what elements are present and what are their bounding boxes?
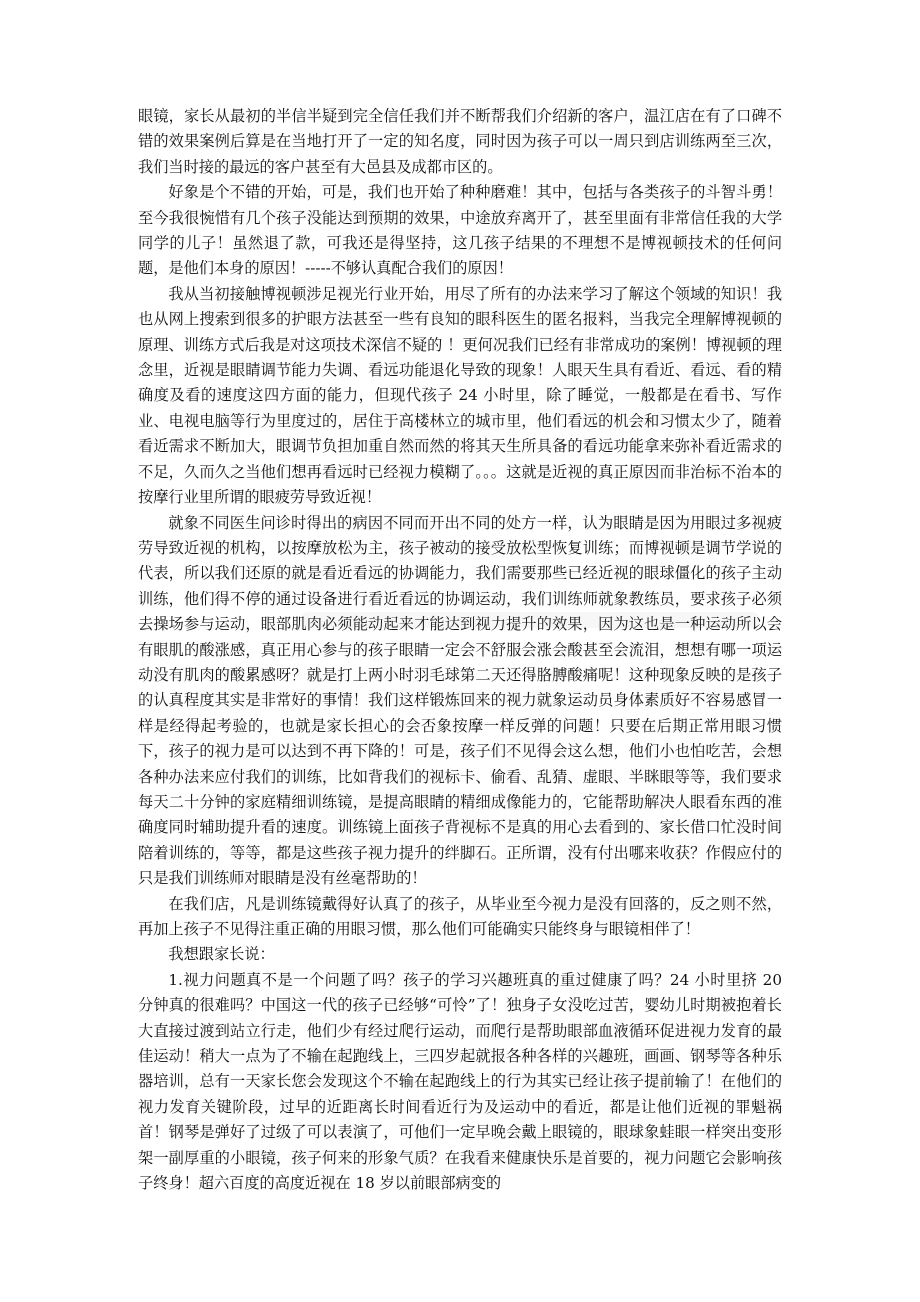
paragraph-1: 眼镜，家长从最初的半信半疑到完全信任我们并不断帮我们介绍新的客户，温江店在有了口碑不错的效果案例后算是在当地打开了一定的知名度，同时因为孩子可以一周只到店训练两至三次，我们当时接的最远的客户甚至有大邑县及成都市区的。 (138, 107, 782, 176)
paragraph-7: 1.视力问题真不是一个问题了吗？孩子的学习兴趣班真的重过健康了吗？24 小时里挤 20 分钟真的很难吗？中国这一代的孩子已经够“可怜”了！独身子女没吃过苦，婴幼儿时期被抱着长大直接过渡到站立行走，他们少有经过爬行运动，而爬行是帮助眼部血液循环促进视力发育的最佳运动！稍大一点为了不输在起跑线上，三四岁起就报各种各样的兴趣班，画画、钢琴等各种乐器培训，总有一天家长您会发现这个不输在起跑线上的行为其实已经让孩子提前输了！在他们的视力发育关键阶段，过早的近距离长时间看近行为及运动中的看近，都是让他们近视的罪魁祸首！钢琴是弹好了过级了可以表演了，可他们一定早晚会戴上眼镜的，眼球象蛙眼一样突出变形架一副厚重的小眼镜，孩子何来的形象气质？在我看来健康快乐是首要的，视力问题它会影响孩子终身！超六百度的高度近视在 18 岁以前眼部病变的 (138, 970, 782, 1193)
paragraph-6: 我想跟家长说： (168, 945, 275, 964)
document-body (138, 104, 782, 1196)
paragraph-3: 我从当初接触博视顿涉足视光行业开始，用尽了所有的办法来学习了解这个领域的知识！我也从网上搜索到很多的护眼方法甚至一些有良知的眼科医生的匿名报料，当我完全理解博视顿的原理、训练方式后我是对这项技术深信不疑的 ！更何况我们已经有非常成功的案例！博视顿的理念里，近视是眼睛调节能力失调、看远功能退化导致的现象！人眼天生具有看近、看远、看的精确度及看的速度这四方面的能力，但现代孩子 24 小时里，除了睡觉，一般都是在看书、写作业、电视电脑等行为里度过的，居住于高楼林立的城市里，他们看远的机会和习惯太少了，随着看近需求不断加大，眼调节负担加重自然而然的将其天生所具备的看远功能拿来弥补看近需求的不足，久而久之当他们想再看远时已经视力模糊了。。。这就是近视的真正原因而非治标不治本的按摩行业里所谓的眼疲劳导致近视！ (138, 284, 782, 507)
paragraph-4: 就象不同医生问诊时得出的病因不同而开出不同的处方一样，认为眼睛是因为用眼过多视疲劳导致近视的机构，以按摩放松为主，孩子被动的接受放松型恢复训练；而博视顿是调节学说的代表，所以我们还原的就是看近看远的协调能力，我们需要那些已经近视的眼球僵化的孩子主动训练，他们得不停的通过设备进行看近看远的协调运动，我们训练师就象教练员，要求孩子必须去操场参与运动，眼部肌肉必须能动起来才能达到视力提升的效果，因为这也是一种运动所以会有眼肌的酸涨感，真正用心参与的孩子眼睛一定会不舒服会涨会酸甚至会流泪，想想有哪一项运动没有肌肉的酸累感呀？就是打上两小时羽毛球第二天还得胳膊酸痛呢！这种现象反映的是孩子的认真程度其实是非常好的事情！我们这样锻炼回来的视力就象运动员身体素质好不容易感冒一样是经得起考验的，也就是家长担心的会否象按摩一样反弹的问题！只要在后期正常用眼习惯下，孩子的视力是可以达到不再下降的！可是，孩子们不见得会这么想，他们小也怕吃苦，会想各种办法来应付我们的训练，比如背我们的视标卡、偷看、乱猜、虚眼、半眯眼等等，我们要求每天二十分钟的家庭精细训练镜，是提高眼睛的精细成像能力的，它能帮助解决人眼看东西的准确度同时辅助提升看的速度。训练镜上面孩子背视标不是真的用心去看到的、家长借口忙没时间陪着训练的，等等，都是这些孩子视力提升的绊脚石。正所谓，没有付出哪来收获？作假应付的只是我们训练师对眼睛是没有丝毫帮助的！ (138, 513, 782, 888)
paragraph-5: 在我们店，凡是训练镜戴得好认真了的孩子，从毕业至今视力是没有回落的，反之则不然，再加上孩子不见得注重正确的用眼习惯，那么他们可能确实只能终身与眼镜相伴了！ (138, 894, 782, 938)
paragraph-2: 好象是个不错的开始，可是，我们也开始了种种磨难！其中，包括与各类孩子的斗智斗勇！至今我很惋惜有几个孩子没能达到预期的效果，中途放弃离开了，甚至里面有非常信任我的大学同学的儿子！虽然退了款，可我还是得坚持，这几孩子结果的不理想不是博视顿技术的任何问题，是他们本身的原因！-----不够认真配合我们的原因！ (138, 183, 782, 278)
